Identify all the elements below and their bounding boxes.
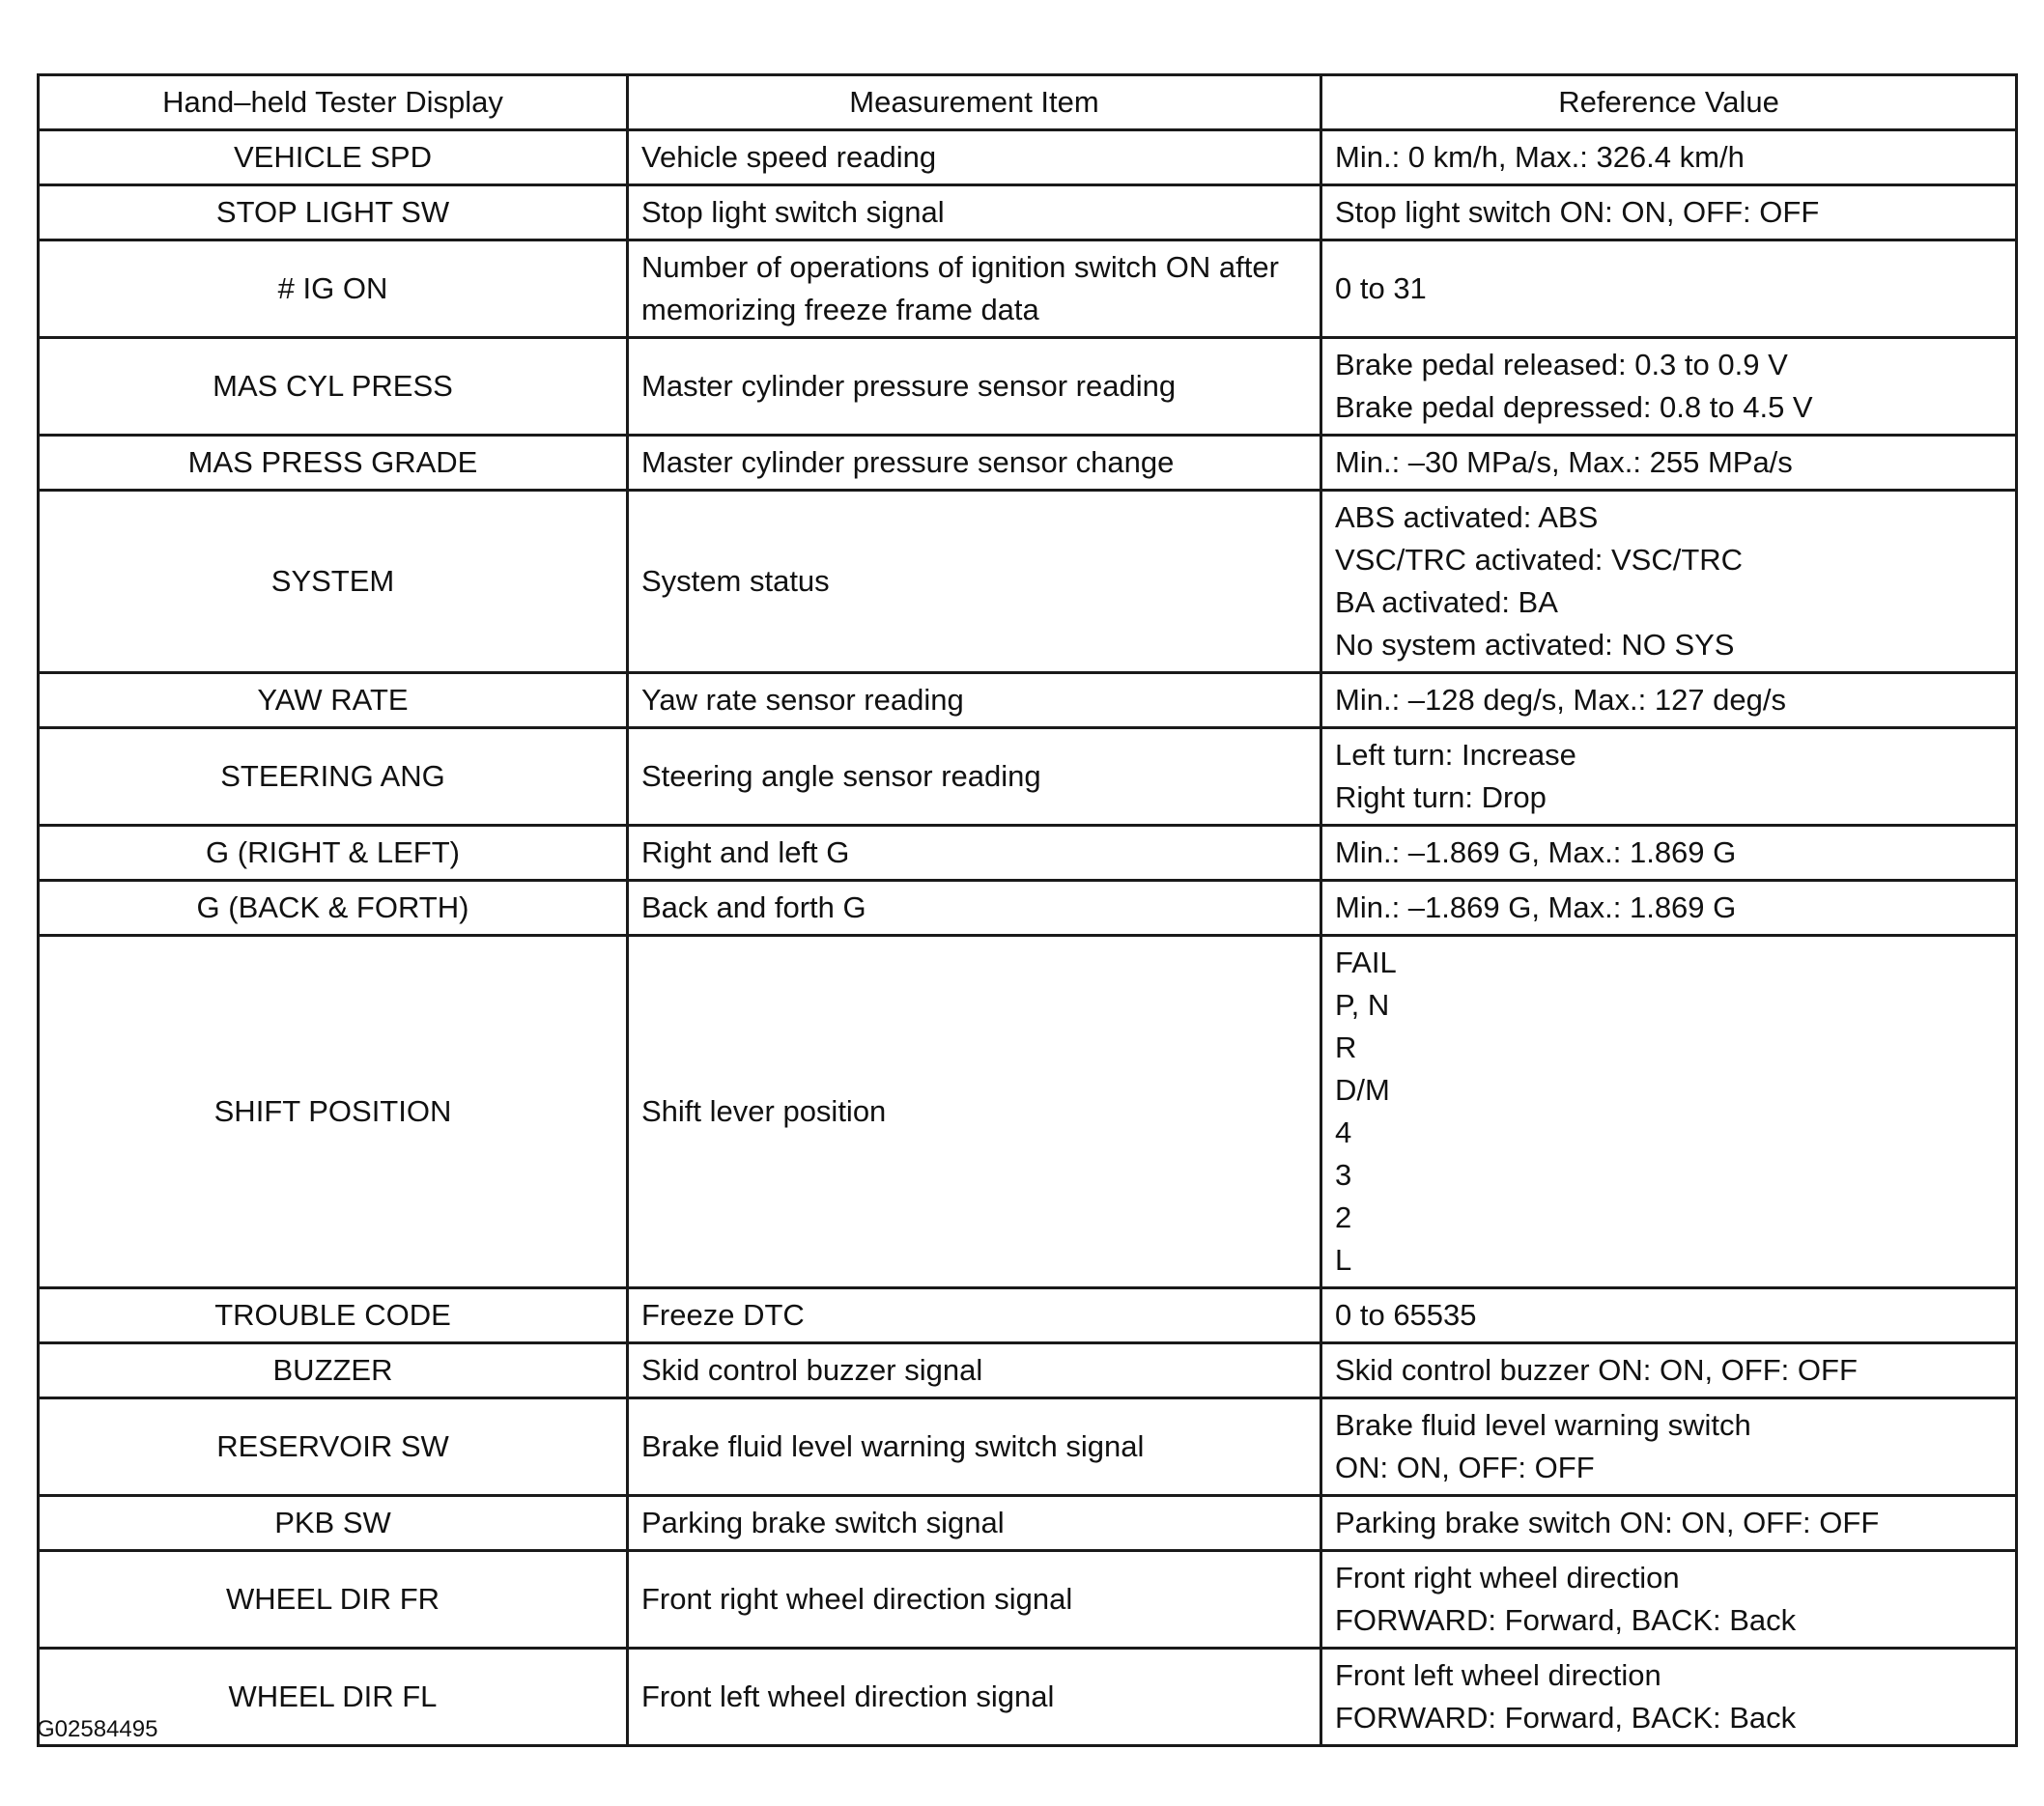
tester-display-cell: MAS PRESS GRADE: [39, 436, 628, 491]
measurement-item-cell: [628, 240, 1321, 338]
reference-value-cell: [1321, 1288, 2017, 1343]
tester-display-cell: BUZZER: [39, 1343, 628, 1398]
reference-value-cell: [1321, 338, 2017, 436]
measurement-item-cell: [628, 936, 1321, 1288]
measurement-item-line: Number of operations of ignition switch ON after: [641, 250, 1279, 284]
measurement-item-line: Brake fluid level warning switch signal: [641, 1429, 1145, 1463]
tester-display-cell: SHIFT POSITION: [39, 936, 628, 1288]
tester-display-cell: RESERVOIR SW: [39, 1398, 628, 1496]
measurement-item-cell: [628, 491, 1321, 673]
measurement-item-cell: [628, 881, 1321, 936]
reference-value-line: L: [1335, 1243, 1352, 1277]
header-row: [39, 75, 2017, 130]
reference-value-line: D/M: [1335, 1073, 1390, 1107]
measurement-item-line: Steering angle sensor reading: [641, 759, 1041, 793]
reference-value-cell: [1321, 130, 2017, 185]
tester-display-cell: WHEEL DIR FR: [39, 1551, 628, 1649]
measurement-item-cell: [628, 1551, 1321, 1649]
reference-value-line: 0 to 65535: [1335, 1298, 1477, 1332]
measurement-item-cell: [628, 1343, 1321, 1398]
reference-value-line: VSC/TRC activated: VSC/TRC: [1335, 543, 1744, 577]
reference-value-cell: [1321, 491, 2017, 673]
table-row: [39, 1551, 2017, 1649]
reference-value-cell: [1321, 673, 2017, 728]
reference-value-line: Brake pedal released: 0.3 to 0.9 V: [1335, 348, 1788, 381]
table-row: [39, 1496, 2017, 1551]
table-row: [39, 338, 2017, 436]
tester-display-cell: SYSTEM: [39, 491, 628, 673]
reference-value-table: [37, 73, 2018, 1747]
reference-value-cell: [1321, 240, 2017, 338]
measurement-item-cell: [628, 1398, 1321, 1496]
reference-value-line: Min.: –30 MPa/s, Max.: 255 MPa/s: [1335, 445, 1793, 479]
measurement-item-line: Parking brake switch signal: [641, 1506, 1005, 1539]
reference-value-line: No system activated: NO SYS: [1335, 628, 1735, 662]
table-row: [39, 1343, 2017, 1398]
measurement-item-line: memorizing freeze frame data: [641, 293, 1039, 326]
table-row: [39, 240, 2017, 338]
measurement-item-line: Yaw rate sensor reading: [641, 683, 964, 717]
tester-display-cell: G (RIGHT & LEFT): [39, 826, 628, 881]
reference-value-line: 4: [1335, 1115, 1352, 1149]
header-reference-value: Reference Value: [1321, 75, 2017, 130]
tester-display-cell: STEERING ANG: [39, 728, 628, 826]
reference-value-line: R: [1335, 1030, 1357, 1064]
measurement-item-line: Right and left G: [641, 835, 850, 869]
reference-value-cell: [1321, 1343, 2017, 1398]
measurement-item-line: Master cylinder pressure sensor change: [641, 445, 1175, 479]
table-row: [39, 1649, 2017, 1746]
reference-value-line: Min.: 0 km/h, Max.: 326.4 km/h: [1335, 140, 1745, 174]
reference-value-line: Min.: –1.869 G, Max.: 1.869 G: [1335, 835, 1737, 869]
tester-display-cell: # IG ON: [39, 240, 628, 338]
table-row: [39, 728, 2017, 826]
header-tester-display: Hand–held Tester Display: [39, 75, 628, 130]
tester-display-cell: YAW RATE: [39, 673, 628, 728]
measurement-item-cell: [628, 130, 1321, 185]
table-row: [39, 673, 2017, 728]
measurement-item-line: Master cylinder pressure sensor reading: [641, 369, 1177, 403]
reference-value-line: Front left wheel direction: [1335, 1658, 1661, 1692]
reference-value-cell: [1321, 881, 2017, 936]
measurement-item-cell: [628, 728, 1321, 826]
measurement-item-line: Shift lever position: [641, 1094, 887, 1128]
figure-id: G02584495: [37, 1716, 158, 1742]
reference-value-line: 0 to 31: [1335, 271, 1427, 305]
tester-display-cell: TROUBLE CODE: [39, 1288, 628, 1343]
reference-value-line: Parking brake switch ON: ON, OFF: OFF: [1335, 1506, 1880, 1539]
measurement-item-line: Vehicle speed reading: [641, 140, 937, 174]
reference-value-line: FAIL: [1335, 945, 1397, 979]
reference-value-line: Min.: –1.869 G, Max.: 1.869 G: [1335, 890, 1737, 924]
reference-value-line: ABS activated: ABS: [1335, 500, 1599, 534]
measurement-item-line: System status: [641, 564, 830, 598]
table-row: [39, 936, 2017, 1288]
measurement-item-cell: [628, 1288, 1321, 1343]
reference-value-line: Brake fluid level warning switch: [1335, 1408, 1751, 1442]
tester-display-cell: PKB SW: [39, 1496, 628, 1551]
reference-value-line: FORWARD: Forward, BACK: Back: [1335, 1603, 1797, 1637]
reference-value-cell: [1321, 436, 2017, 491]
measurement-item-line: Skid control buzzer signal: [641, 1353, 983, 1387]
measurement-item-line: Front right wheel direction signal: [641, 1582, 1073, 1616]
measurement-item-line: Stop light switch signal: [641, 195, 945, 229]
reference-value-line: P, N: [1335, 988, 1390, 1022]
measurement-item-line: Freeze DTC: [641, 1298, 805, 1332]
reference-value-cell: [1321, 1398, 2017, 1496]
tester-display-cell: MAS CYL PRESS: [39, 338, 628, 436]
reference-value-line: Min.: –128 deg/s, Max.: 127 deg/s: [1335, 683, 1786, 717]
table-row: [39, 436, 2017, 491]
reference-value-line: BA activated: BA: [1335, 585, 1558, 619]
reference-value-cell: [1321, 1551, 2017, 1649]
reference-value-line: Left turn: Increase: [1335, 738, 1576, 772]
reference-value-cell: [1321, 1496, 2017, 1551]
measurement-item-line: Front left wheel direction signal: [641, 1679, 1055, 1713]
table-row: [39, 130, 2017, 185]
measurement-item-cell: [628, 338, 1321, 436]
reference-value-cell: [1321, 185, 2017, 240]
tester-display-cell: WHEEL DIR FL: [39, 1649, 628, 1746]
table-header: [39, 75, 2017, 130]
tester-display-cell: G (BACK & FORTH): [39, 881, 628, 936]
table-row: [39, 491, 2017, 673]
reference-value-cell: [1321, 728, 2017, 826]
reference-value-cell: [1321, 1649, 2017, 1746]
measurement-item-cell: [628, 826, 1321, 881]
measurement-item-cell: [628, 185, 1321, 240]
measurement-item-cell: [628, 436, 1321, 491]
tester-display-cell: VEHICLE SPD: [39, 130, 628, 185]
table-row: [39, 826, 2017, 881]
reference-value-line: Brake pedal depressed: 0.8 to 4.5 V: [1335, 390, 1813, 424]
table-body: [39, 130, 2017, 1746]
reference-value-line: 2: [1335, 1200, 1352, 1234]
reference-value-line: Skid control buzzer ON: ON, OFF: OFF: [1335, 1353, 1858, 1387]
table-row: [39, 185, 2017, 240]
table-row: [39, 1398, 2017, 1496]
measurement-item-cell: [628, 1649, 1321, 1746]
reference-value-cell: [1321, 826, 2017, 881]
reference-value-line: FORWARD: Forward, BACK: Back: [1335, 1701, 1797, 1735]
reference-value-line: Right turn: Drop: [1335, 780, 1547, 814]
reference-value-cell: [1321, 936, 2017, 1288]
tester-display-cell: STOP LIGHT SW: [39, 185, 628, 240]
header-measurement-item: Measurement Item: [628, 75, 1321, 130]
reference-value-line: ON: ON, OFF: OFF: [1335, 1451, 1595, 1484]
reference-value-line: 3: [1335, 1158, 1352, 1192]
table-row: [39, 1288, 2017, 1343]
measurement-item-cell: [628, 1496, 1321, 1551]
measurement-item-line: Back and forth G: [641, 890, 866, 924]
table-row: [39, 881, 2017, 936]
reference-value-line: Front right wheel direction: [1335, 1561, 1680, 1594]
reference-value-line: Stop light switch ON: ON, OFF: OFF: [1335, 195, 1820, 229]
measurement-item-cell: [628, 673, 1321, 728]
